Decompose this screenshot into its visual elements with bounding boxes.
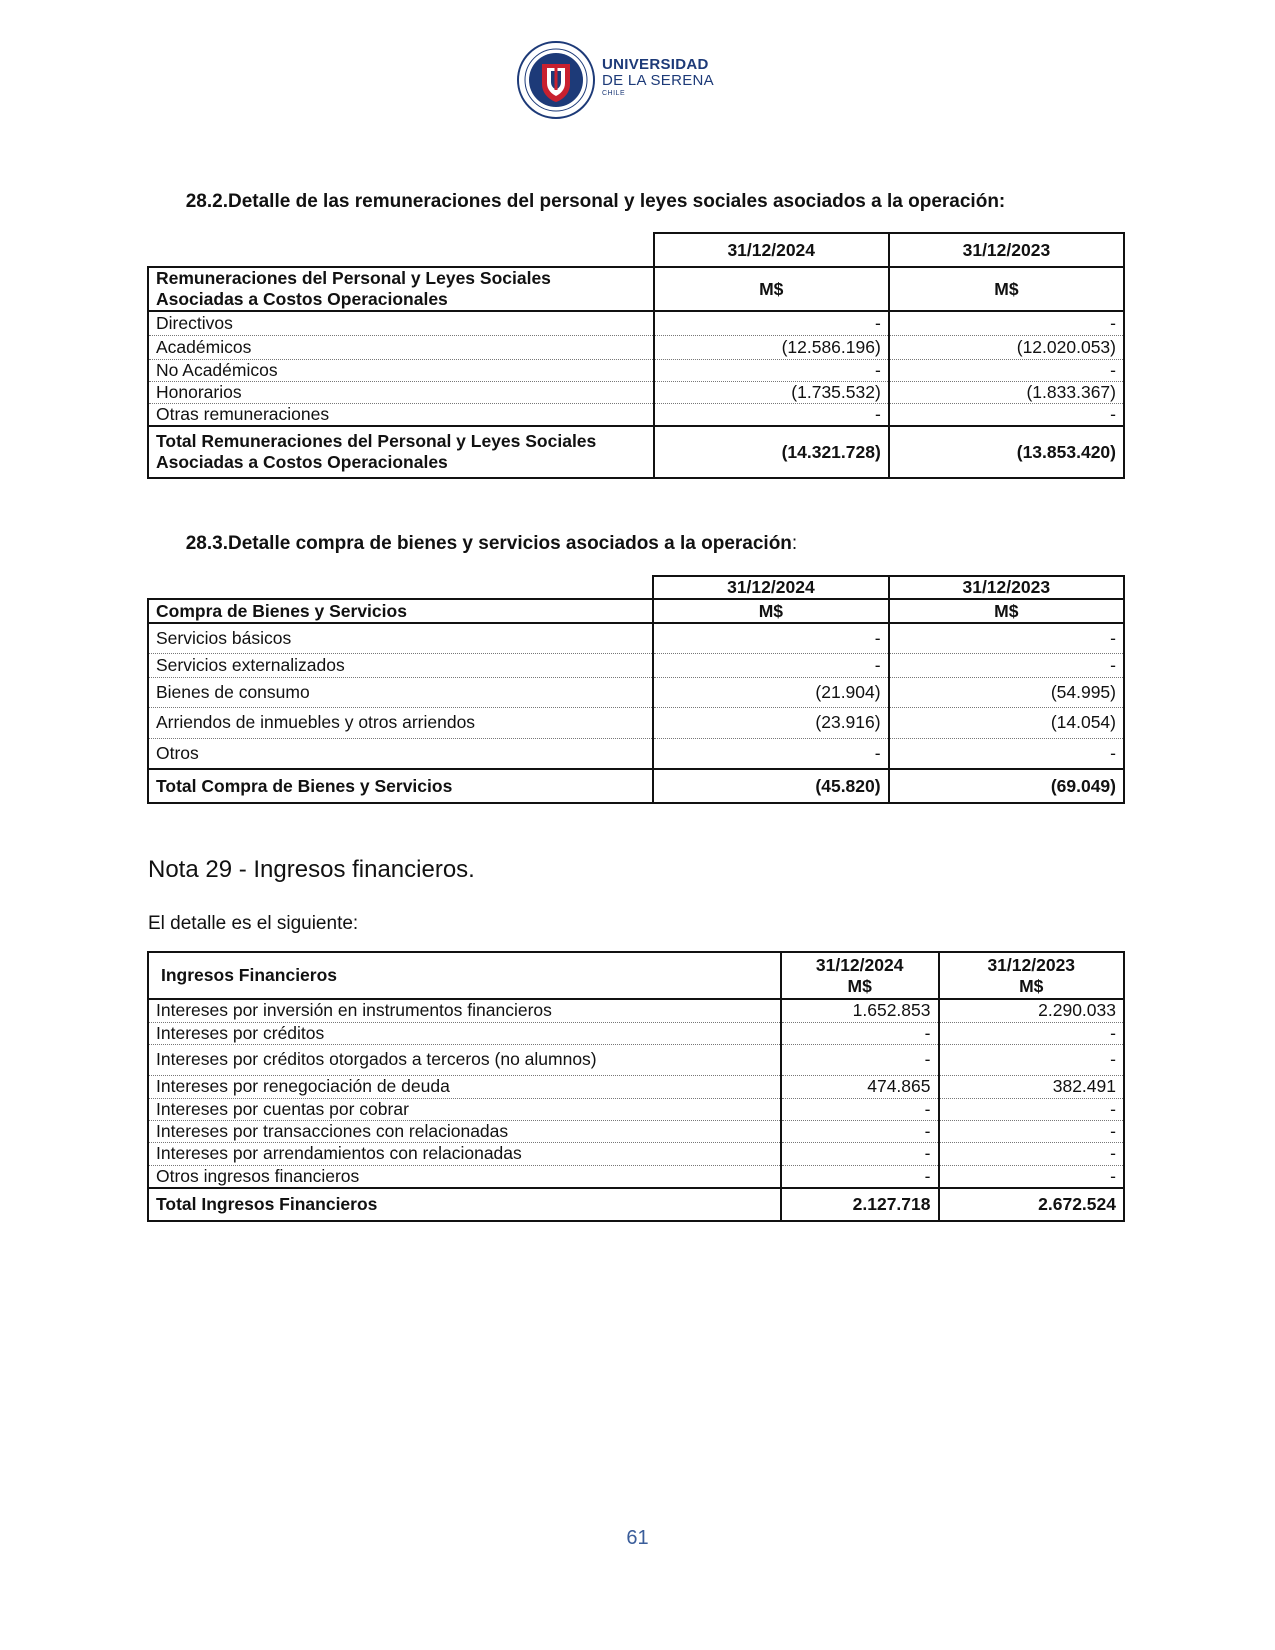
page-number: 61	[626, 1527, 649, 1549]
unit-2023: M$	[889, 267, 1124, 311]
nota-29-intro: El detalle es el siguiente:	[148, 913, 359, 934]
unit-2023: M$	[889, 599, 1124, 623]
table-row: Servicios básicos - -	[148, 623, 1124, 653]
table-row: Intereses por créditos otorgados a terceros (no alumnos) - -	[148, 1044, 1124, 1075]
nota-29-heading: Nota 29 - Ingresos financieros.	[148, 856, 475, 883]
ingresos-financieros-table	[147, 951, 1125, 1222]
university-logo	[516, 40, 716, 120]
table-total-row: Total Compra de Bienes y Servicios (45.820) (69.049)	[148, 769, 1124, 803]
table-row: Directivos - -	[148, 311, 1124, 335]
section-28-3-heading: 28.3.Detalle compra de bienes y servicios asociados a la operación:	[148, 533, 797, 555]
table-row: Intereses por transacciones con relacionadas - -	[148, 1120, 1124, 1142]
col-header-2023: 31/12/2023	[889, 576, 1124, 599]
table-row: Académicos (12.586.196) (12.020.053)	[148, 335, 1124, 359]
col-header-2024: 31/12/2024	[653, 576, 888, 599]
logo-country: CHILE	[602, 90, 626, 97]
table-header-label: Remuneraciones del Personal y Leyes Sociales Asociadas a Costos Operacionales	[148, 267, 654, 311]
col-header-2023: 31/12/2023	[889, 233, 1124, 267]
table-total-row: Total Ingresos Financieros 2.127.718 2.672.524	[148, 1188, 1124, 1221]
table-row: Arriendos de inmuebles y otros arriendos (23.916) (14.054)	[148, 707, 1124, 738]
table-row: Intereses por arrendamientos con relacionadas - -	[148, 1142, 1124, 1165]
col-header-2023: 31/12/2023 M$	[939, 952, 1125, 999]
table-row: Otros ingresos financieros - -	[148, 1165, 1124, 1188]
table-row: Bienes de consumo (21.904) (54.995)	[148, 677, 1124, 707]
section-number: 28.2.	[185, 191, 228, 212]
section-number: 28.3.	[185, 533, 228, 554]
remuneraciones-table	[147, 232, 1125, 479]
table-header-label: Compra de Bienes y Servicios	[148, 599, 653, 623]
col-header-2024: 31/12/2024	[654, 233, 889, 267]
table-row: Honorarios (1.735.532) (1.833.367)	[148, 381, 1124, 403]
section-28-2-heading	[148, 191, 1005, 213]
table-total-row: Total Remuneraciones del Personal y Leyes Sociales Asociadas a Costos Operacionales (14.321.728) (13.853.420)	[148, 426, 1124, 478]
table-row: Intereses por créditos - -	[148, 1022, 1124, 1044]
table-row: No Académicos - -	[148, 359, 1124, 381]
compra-bienes-table	[147, 575, 1125, 804]
unit-2024: M$	[653, 599, 888, 623]
unit-2024: M$	[654, 267, 889, 311]
section-title: Detalle compra de bienes y servicios asociados a la operación	[228, 533, 792, 554]
table-row: Intereses por renegociación de deuda 474.865 382.491	[148, 1075, 1124, 1098]
table-row: Intereses por cuentas por cobrar - -	[148, 1098, 1124, 1120]
table-row: Otros - -	[148, 738, 1124, 769]
table-row: Otras remuneraciones - -	[148, 403, 1124, 426]
university-seal-icon	[516, 40, 596, 120]
logo-title: UNIVERSIDAD	[602, 56, 709, 73]
table-row: Intereses por inversión en instrumentos financieros 1.652.853 2.290.033	[148, 999, 1124, 1022]
table-header-label: Ingresos Financieros	[148, 952, 781, 999]
table-row: Servicios externalizados - -	[148, 653, 1124, 677]
section-title: Detalle de las remuneraciones del personal y leyes sociales asociados a la operación:	[228, 191, 1006, 212]
col-header-2024: 31/12/2024 M$	[781, 952, 939, 999]
logo-subtitle: DE LA SERENA	[602, 72, 714, 89]
